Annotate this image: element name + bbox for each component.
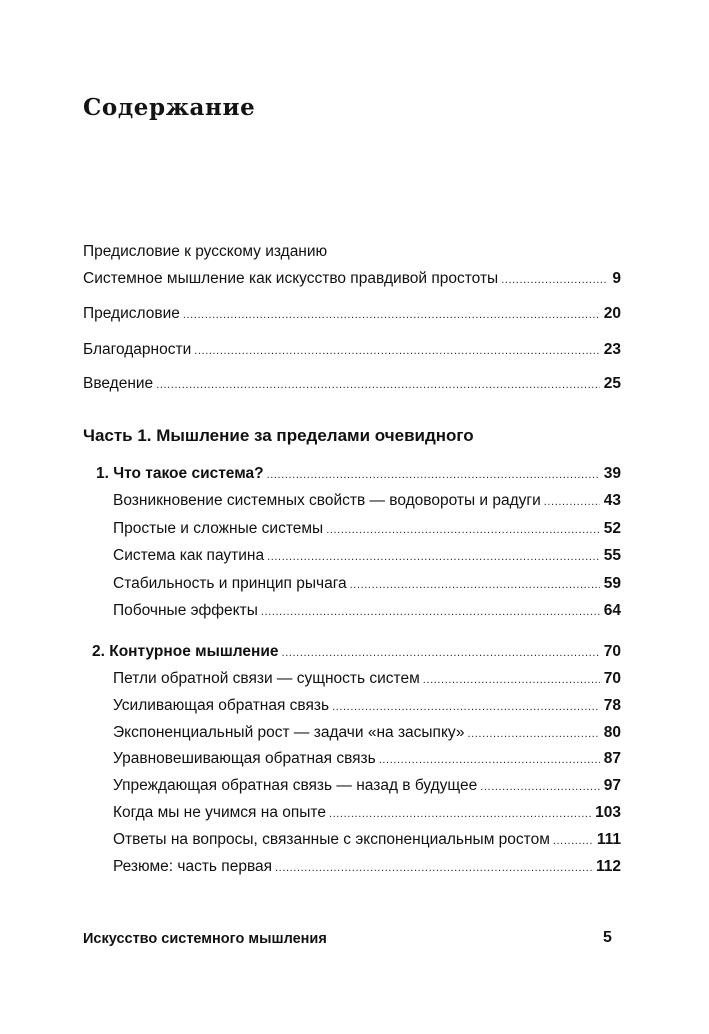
toc-chapter-page: 39 [603, 465, 621, 482]
toc-section-page: 97 [603, 777, 621, 794]
toc-section-label: Уравновешивающая обратная связь [113, 750, 376, 767]
toc-section-page: 64 [603, 602, 621, 619]
toc-section-label: Петли обратной связи — сущность систем [113, 670, 420, 687]
toc-section[interactable] [113, 696, 621, 717]
leader-dots [261, 602, 600, 622]
toc-section-label: Побочные эффекты [113, 602, 258, 619]
leader-dots [423, 670, 600, 690]
toc-section-page: 70 [603, 670, 621, 687]
toc-section-page: 87 [603, 750, 621, 767]
leader-dots [329, 804, 591, 824]
toc-entry-page: 9 [612, 270, 621, 287]
toc-section[interactable] [113, 546, 621, 567]
toc-entry-label: Предисловие [83, 305, 180, 322]
toc-section-label: Упреждающая обратная связь — назад в будущее [113, 777, 478, 794]
toc-chapter-label: 1. Что такое система? [96, 465, 264, 482]
page-title: Содержание [83, 94, 256, 121]
leader-dots [480, 777, 600, 797]
leader-dots [326, 520, 600, 540]
leader-dots [501, 270, 608, 290]
toc-section[interactable] [113, 830, 621, 851]
toc-section-label: Возникновение системных свойств — водовороты и радуги [113, 492, 541, 509]
toc-section-label: Когда мы не учимся на опыте [113, 804, 326, 821]
toc-section[interactable] [113, 776, 621, 797]
toc-entry-label: Благодарности [83, 341, 192, 358]
toc-section-label: Стабильность и принцип рычага [113, 575, 347, 592]
toc-section[interactable] [113, 519, 621, 540]
toc-section-page: 111 [596, 831, 621, 848]
leader-dots [544, 492, 600, 512]
toc-section[interactable] [113, 574, 621, 595]
toc-section-page: 52 [603, 520, 621, 537]
footer-page-number: 5 [603, 929, 612, 946]
leader-dots [267, 465, 600, 485]
toc-section[interactable] [113, 749, 621, 770]
toc-section-label: Ответы на вопросы, связанные с экспоненциальным ростом [113, 831, 550, 848]
leader-dots [350, 575, 600, 595]
toc-section-page: 103 [595, 804, 621, 821]
toc-section-page: 43 [603, 492, 621, 509]
leader-dots [467, 724, 599, 744]
toc-section[interactable] [113, 601, 621, 622]
footer-book-title: Искусство системного мышления [83, 931, 327, 947]
toc-section-page: 80 [603, 724, 621, 741]
toc-section[interactable] [113, 857, 621, 878]
toc-entry-introduction[interactable] [83, 374, 621, 395]
toc-section-page: 59 [603, 575, 621, 592]
toc-entry-acknowledgements[interactable] [83, 340, 621, 361]
leader-dots [332, 697, 600, 717]
toc-section[interactable] [113, 669, 621, 690]
leader-dots [183, 305, 600, 325]
toc-entry-label: Системное мышление как искусство правдивой простоты [83, 270, 499, 287]
leader-dots [267, 547, 600, 567]
toc-section-page: 55 [603, 547, 621, 564]
part-title[interactable]: Часть 1. Мышление за пределами очевидного [83, 426, 474, 445]
toc-section-label: Усиливающая обратная связь [113, 697, 330, 714]
preface-ru-heading: Предисловие к русскому изданию [83, 243, 328, 260]
toc-chapter-1[interactable] [96, 464, 621, 485]
toc-section[interactable] [113, 491, 621, 512]
toc-chapter-2[interactable] [92, 642, 621, 663]
toc-section-label: Резюме: часть первая [113, 858, 273, 875]
toc-entry-page: 25 [603, 375, 621, 392]
toc-entry-label: Введение [83, 375, 154, 392]
toc-section-page: 112 [595, 858, 621, 875]
toc-section-label: Экспоненциальный рост — задачи «на засыпку» [113, 724, 465, 741]
toc-section-label: Система как паутина [113, 547, 265, 564]
leader-dots [553, 831, 593, 851]
toc-section-label: Простые и сложные системы [113, 520, 324, 537]
leader-dots [282, 643, 600, 663]
leader-dots [194, 341, 600, 361]
toc-entry-page: 23 [603, 341, 621, 358]
toc-chapter-page: 70 [603, 643, 621, 660]
leader-dots [275, 858, 592, 878]
toc-section[interactable] [113, 803, 621, 824]
toc-entry-page: 20 [603, 305, 621, 322]
leader-dots [379, 750, 600, 770]
toc-entry-preface[interactable] [83, 304, 621, 325]
toc-section[interactable] [113, 723, 621, 744]
leader-dots [156, 375, 600, 395]
toc-entry-preface-ru[interactable] [83, 269, 621, 290]
toc-chapter-label: 2. Контурное мышление [92, 643, 279, 660]
toc-section-page: 78 [603, 697, 621, 714]
